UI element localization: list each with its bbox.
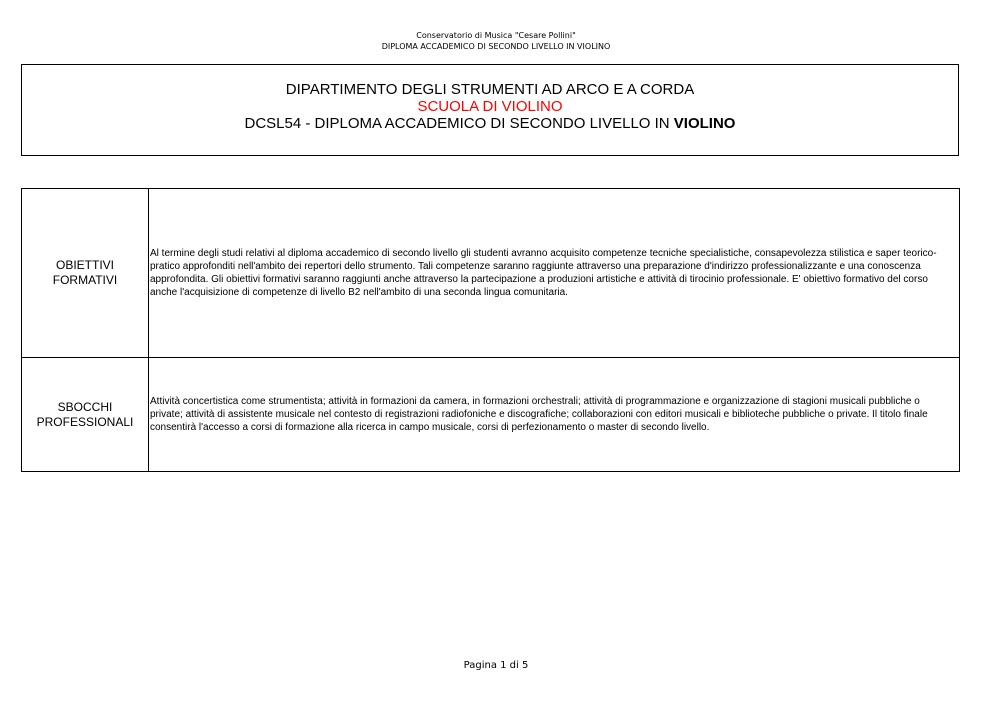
info-table: [21, 188, 960, 472]
objectives-label-line2: FORMATIVI: [52, 273, 118, 287]
table-row-objectives: [22, 189, 960, 358]
career-text: Attività concertistica come strumentista; attività in formazioni da camera, in formazioni orchestrali; attività di programmazione e organizzazione di stagioni musicali pubbliche o private; attività di assistente musicale nel contesto di registrazioni radiofoniche e discografiche; collaborazioni con editori musicali e biblioteche pubbliche o private. Il titolo finale consentirà l'accesso a corsi di formazione alla ricerca in campo musicale, corsi di perfezionamento o master di secondo livello.: [149, 358, 960, 472]
title-box: [21, 64, 959, 156]
career-label-line1: SBOCCHI: [57, 399, 113, 414]
career-label: [22, 358, 149, 472]
header-diploma: DIPLOMA ACCADEMICO DI SECONDO LIVELLO IN VIOLINO: [381, 42, 611, 51]
course-prefix: DCSL54 - DIPLOMA ACCADEMICO DI SECONDO LIVELLO IN: [244, 115, 674, 132]
career-label-line2: PROFESSIONALI: [36, 414, 134, 429]
objectives-label-line1: OBIETTIVI: [55, 258, 114, 272]
course-title: [22, 115, 958, 132]
objectives-label: [22, 189, 149, 358]
course-instrument: VIOLINO: [673, 115, 736, 132]
page-header: [0, 30, 992, 52]
table-row-career: [22, 358, 960, 472]
school-title: SCUOLA DI VIOLINO: [417, 98, 563, 115]
objectives-text: Al termine degli studi relativi al diploma accademico di secondo livello gli studenti avranno acquisito competenze tecniche specialistiche, consapevolezza stilistica e saper teorico-pratico approfonditi nell'ambito dei repertori dello strumento. Tali competenze saranno raggiunte attraverso una preparazione d'indirizzo professionalizzante e una conoscenza approfondita. Gli obiettivi formativi saranno raggiunti anche attraverso la partecipazione a produzioni artistiche e attività di tirocinio professionale. E' obiettivo formativo del corso anche l'acquisizione di competenze di livello B2 nell'ambito di una seconda lingua comunitaria.: [149, 189, 960, 358]
header-institution: Conservatorio di Musica "Cesare Pollini": [416, 31, 576, 40]
department-title: DIPARTIMENTO DEGLI STRUMENTI AD ARCO E A CORDA: [285, 81, 695, 98]
page-number: Pagina 1 di 5: [463, 660, 529, 671]
